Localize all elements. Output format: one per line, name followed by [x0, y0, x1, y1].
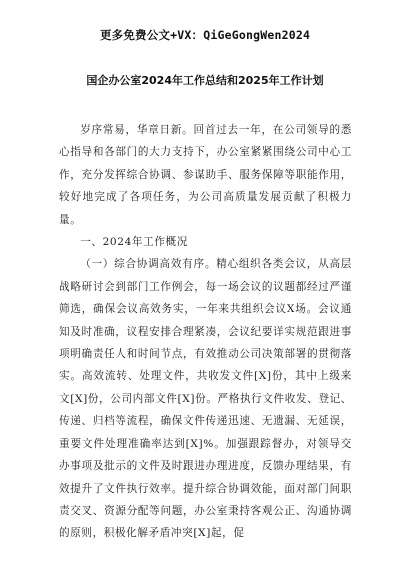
section-heading: 一、2024年工作概况 — [80, 236, 188, 249]
document-title: 国企办公室2024年工作总结和2025年工作计划 — [86, 74, 324, 87]
subsection-paragraph: （一）综合协调高效有序。精心组织各类会议，从高层战略研讨会到部门工作例会，每一场会议的议题都经过严谨筛选，确保会议高效务实，一年来共组织会议X场。会议通知及时准确，议程安排合理紧凑，会议纪要详实规范跟进事项明确责任人和时间节点，有效推动公司决策部署的贯彻落实。高效流转、处理文件，共收发文件[X]份，其中上级来文[X]份，公司内部文件[X]份。严格执行文件收发、登记、传递、归档等流程，确保文件传递迅速、无遗漏、无延误，重要文件处理准确率达到[X]%。加强跟踪督办，对领导交办事项及批示的文件及时跟进办理进度，反馈办理结果，有效提升了文件执行效率。提升综合协调效能，面对部门间职责交叉、资源分配等问题，办公室秉持客观公正、沟通协调的原则，积极化解矛盾冲突[X]起，促 — [59, 258, 352, 540]
intro-paragraph: 岁序常易，华章日新。回首过去一年，在公司领导的悉心指导和各部门的大力支持下，办公室紧紧围绕公司中心工作，充分发挥综合协调、参谋助手、服务保障等职能作用，较好地完成了各项任务，为公司高质量发展贡献了积极力量。 — [59, 124, 352, 226]
promo-banner: 更多免费公文+VX：QiGeGongWen2024 — [99, 28, 311, 42]
document-body — [59, 119, 352, 545]
